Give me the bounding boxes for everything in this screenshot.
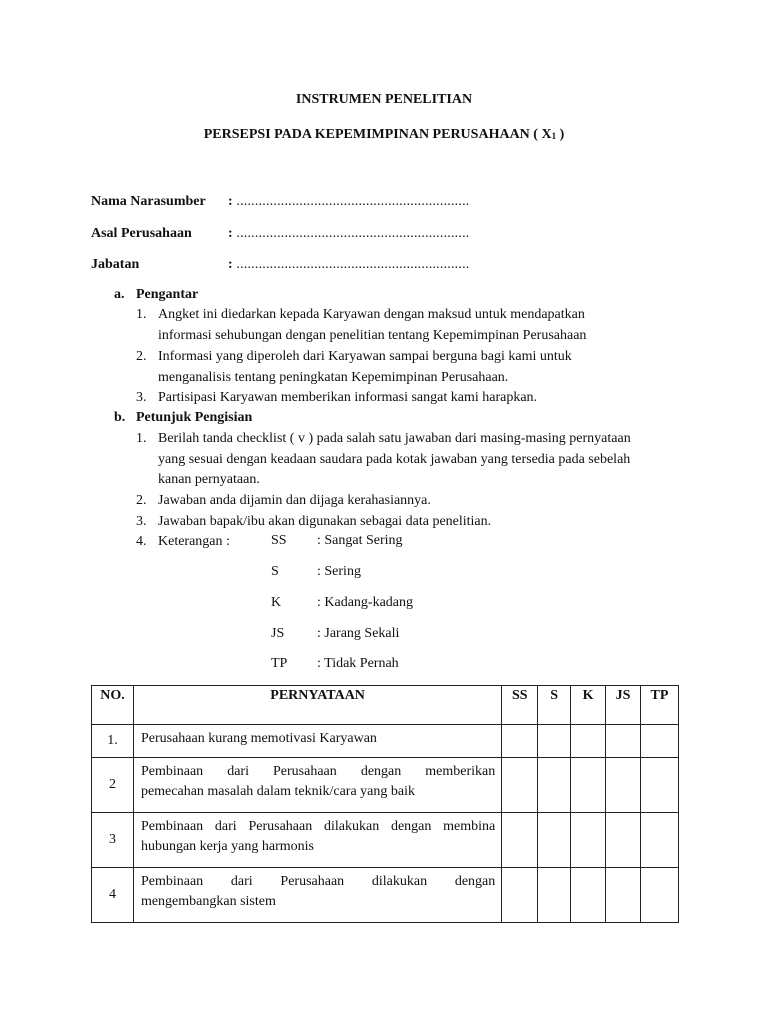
answer-cell-k[interactable] xyxy=(571,813,606,868)
column-header-tp: TP xyxy=(641,686,679,725)
field-nama-narasumber: Nama Narasumber : ............................................................... xyxy=(91,194,470,209)
field-jabatan: Jabatan : ............................................................... xyxy=(91,257,470,272)
legend-item-ss: SS : Sangat Sering xyxy=(271,533,403,548)
legend-item-k: K : Kadang-kadang xyxy=(271,595,414,610)
answer-cell-k[interactable] xyxy=(571,725,606,758)
row-number: 3 xyxy=(92,813,134,868)
answer-cell-js[interactable] xyxy=(606,868,641,923)
table-header-row xyxy=(92,686,679,725)
table-row xyxy=(92,725,679,758)
questionnaire-table xyxy=(91,685,679,923)
table-row xyxy=(92,758,679,813)
document-subtitle: PERSEPSI PADA KEPEMIMPINAN PERUSAHAAN ( $X_1$ ) xyxy=(203,127,565,142)
statement-cell: Pembinaan dari Perusahaan dilakukan dengan mengembangkan sistem xyxy=(133,868,501,923)
column-header-js: JS xyxy=(606,686,641,725)
document-page: INSTRUMEN PENELITIAN PERSEPSI PADA KEPEMIMPINAN PERUSAHAAN ( $X_1$ ) Nama Narasumber : ............................................................... Asal Perusahaan : ............................................................... Jabatan : ............................................................... a. Pengantar 1. Angket ini diedarkan kepada Karyawan dengan maksud untuk mendapatkan informasi sehubungan dengan penelitian tentang Kepemimpinan Perusahaan 2. Informasi yang diperoleh dari Karyawan sampai berguna bagi kami untuk menganalisis tentang peningkatan Kepemimpinan Perusahaan. 3. Partisipasi Karyawan memberikan informasi sangat kami harapkan. b. Petunjuk Pengisian 1. Berilah tanda checklist ( v ) pada salah satu jawaban dari masing-masing pernyataan yang sesuai dengan keadaan saudara pada kotak jawaban yang tersedia pada sebelah kanan pernyataan. 2. Jawaban anda dijamin dan dijaga kerahasiannya. 3. Jawaban bapak/ibu akan digunakan sebagai data penelitian. 4. Keterangan : SS : Sangat Sering S : Sering K : Kadang-kadang JS : Jarang Sekali TP : Tidak Pernah NO. PERNYATAAN SS S K JS TP 1. Perusahaan kurang memotivasi Karyawan 2 Pembinaan dari Perusahaan dengan memberikan pemecahan masalah dalam teknik/cara yang baik 3 Pembinaan dari Perusahaan dilakukan dengan membina hubungan kerja yang harmonis 4 Pembinaan dari Perusahaan dilakukan dengan mengembangkan sistem xyxy=(0,0,768,1024)
statement-cell: Perusahaan kurang memotivasi Karyawan xyxy=(133,725,501,758)
row-number: 2 xyxy=(92,758,134,813)
legend-item-s: S : Sering xyxy=(271,564,361,579)
statement-cell: Pembinaan dari Perusahaan dengan memberikan pemecahan masalah dalam teknik/cara yang baik xyxy=(133,758,501,813)
answer-cell-s[interactable] xyxy=(538,813,571,868)
column-header-ss: SS xyxy=(502,686,538,725)
answer-cell-k[interactable] xyxy=(571,758,606,813)
answer-cell-js[interactable] xyxy=(606,813,641,868)
answer-cell-js[interactable] xyxy=(606,758,641,813)
answer-cell-ss[interactable] xyxy=(502,758,538,813)
table-row xyxy=(92,868,679,923)
statement-cell: Pembinaan dari Perusahaan dilakukan dengan membina hubungan kerja yang harmonis xyxy=(133,813,501,868)
answer-cell-s[interactable] xyxy=(538,758,571,813)
legend-item-tp: TP : Tidak Pernah xyxy=(271,656,399,671)
answer-cell-js[interactable] xyxy=(606,725,641,758)
document-title: INSTRUMEN PENELITIAN xyxy=(295,92,473,107)
answer-cell-s[interactable] xyxy=(538,868,571,923)
answer-cell-s[interactable] xyxy=(538,725,571,758)
legend-item-js: JS : Jarang Sekali xyxy=(271,626,400,641)
section-petunjuk-heading: b. Petunjuk Pengisian xyxy=(114,410,253,425)
answer-cell-ss[interactable] xyxy=(502,868,538,923)
answer-cell-tp[interactable] xyxy=(641,868,679,923)
section-pengantar-heading: a. Pengantar xyxy=(114,287,199,302)
column-header-k: K xyxy=(571,686,606,725)
answer-cell-tp[interactable] xyxy=(641,725,679,758)
answer-cell-ss[interactable] xyxy=(502,725,538,758)
answer-cell-ss[interactable] xyxy=(502,813,538,868)
column-header-s: S xyxy=(538,686,571,725)
field-asal-perusahaan: Asal Perusahaan : ............................................................... xyxy=(91,226,470,241)
row-number: 4 xyxy=(92,868,134,923)
column-header-no: NO. xyxy=(92,686,134,725)
row-number: 1. xyxy=(92,725,134,758)
table-row xyxy=(92,813,679,868)
column-header-pernyataan: PERNYATAAN xyxy=(133,686,501,725)
answer-cell-tp[interactable] xyxy=(641,813,679,868)
answer-cell-k[interactable] xyxy=(571,868,606,923)
answer-cell-tp[interactable] xyxy=(641,758,679,813)
